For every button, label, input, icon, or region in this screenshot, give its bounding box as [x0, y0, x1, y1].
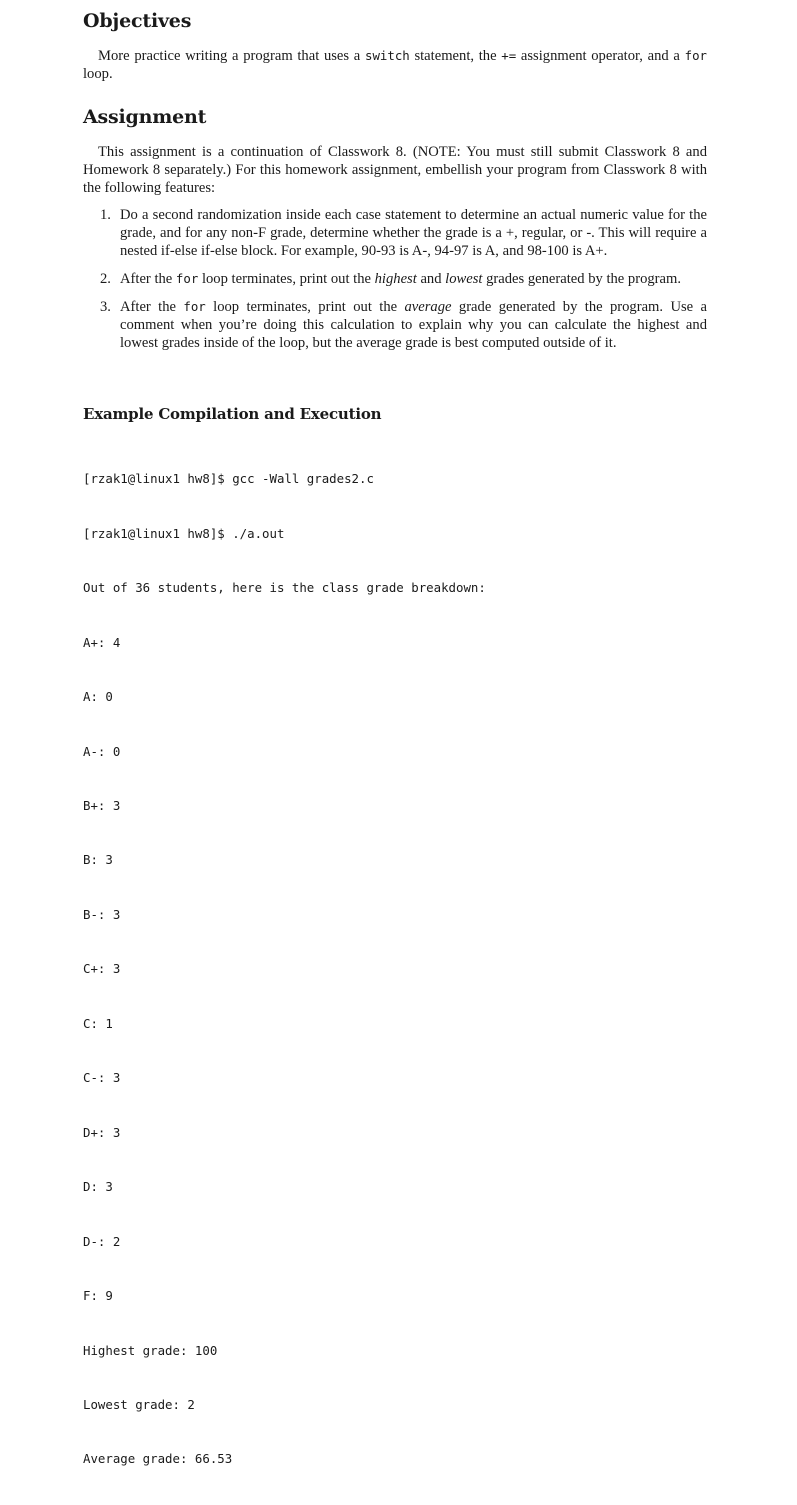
- terminal-line: A: 0: [83, 689, 113, 705]
- terminal-line: C: 1: [83, 1015, 113, 1031]
- terminal-line: B+: 3: [83, 798, 121, 814]
- assignment-intro: This assignment is a continuation of Classwork 8. (NOTE: You must still submit Classwork 8 and Homework 8 separately.) For this homework assignment, embellish your program from Classwork 8 with the following features:: [83, 144, 707, 196]
- terminal-line: C-: 3: [83, 1070, 121, 1086]
- terminal-line: A-: 0: [83, 743, 121, 759]
- terminal-line: C+: 3: [83, 961, 121, 977]
- terminal-line: D+: 3: [83, 1124, 121, 1140]
- list-item: 1. Do a second randomization inside each case statement to determine an actual numeric value for the grade, and for any non-F grade, determine whether the grade is a +, regular, or -. This will require a nested if-else if-else block. For example, 90-93 is A-, 94-97 is A, and 98-100 is A+.: [100, 207, 707, 259]
- code-plus-equals: +=: [501, 48, 517, 63]
- example-heading: Example Compilation and Execution: [83, 405, 382, 423]
- terminal-line: F: 9: [83, 1288, 113, 1304]
- terminal-output: [83, 434, 486, 1505]
- objectives-paragraph: More practice writing a program that uses a switch statement, the += assignment operator, and a for loop.: [83, 48, 707, 82]
- objectives-heading: Objectives: [83, 10, 192, 32]
- terminal-line: [rzak1@linux1 hw8]$ ./a.out: [83, 525, 285, 541]
- terminal-line: D-: 2: [83, 1233, 121, 1249]
- list-item: 2. After the for loop terminates, print out the highest and lowest grades generated by the program.: [100, 271, 682, 287]
- feature-list: [83, 206, 707, 362]
- terminal-line: A+: 4: [83, 634, 121, 650]
- code-switch: switch: [364, 48, 410, 63]
- terminal-line: B: 3: [83, 852, 113, 868]
- terminal-line: Out of 36 students, here is the class grade breakdown:: [83, 580, 486, 596]
- terminal-line: B-: 3: [83, 906, 121, 922]
- terminal-line: [rzak1@linux1 hw8]$ gcc -Wall grades2.c: [83, 471, 374, 487]
- terminal-line: Average grade: 66.53: [83, 1451, 233, 1467]
- list-item: 3. After the for loop terminates, print out the average grade generated by the program. Use a comment when you’re doing this calculation to explain why you can calculate the highest and lowest grades inside of the loop, but the average grade is best computed outside of it.: [100, 299, 707, 351]
- assignment-heading: Assignment: [83, 106, 207, 128]
- terminal-line: D: 3: [83, 1179, 113, 1195]
- terminal-line: Highest grade: 100: [83, 1342, 218, 1358]
- code-for: for: [684, 48, 707, 63]
- terminal-line: Lowest grade: 2: [83, 1397, 195, 1413]
